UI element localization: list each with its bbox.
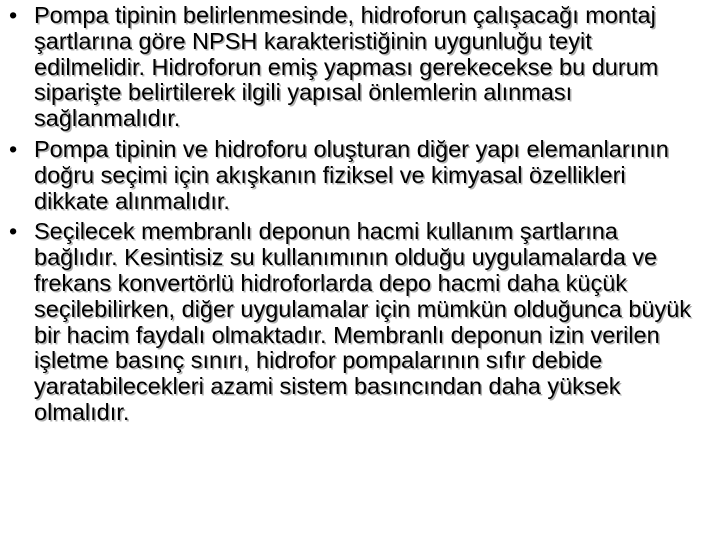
bullet-list [6, 3, 706, 426]
bullet-item-membrane-tank [6, 219, 706, 425]
bullet-marker: • [9, 135, 18, 162]
bullet-text: Pompa tipinin ve hidroforu oluşturan diğer yapı elemanlarının doğru seçimi için akışkanın fiziksel ve kimyasal özellikleri dikkate alınmalıdır. [34, 135, 669, 214]
bullet-item-fluid-properties [6, 137, 706, 214]
bullet-text: Seçilecek membranlı deponun hacmi kullanım şartlarına bağlıdır. Kesintisiz su kullanımının olduğu uygulamalarda ve frekans konvertörlü hidroforlarda depo hacmi daha küçük seçilebilirken, diğer uygulamalar için mümkün olduğunca büyük bir hacim faydalı olmaktadır. Membranlı deponun izin verilen işletme basınç sınırı, hidrofor pompalarının sıfır debide yaratabilecekleri azami sistem basıncından daha yüksek olmalıdır. [34, 218, 692, 425]
bullet-text: Pompa tipinin belirlenmesinde, hidroforun çalışacağı montaj şartlarına göre NPSH karakteristiğinin uygunluğu teyit edilmelidir. Hidroforun emiş yapması gerekecekse bu durum siparişte belirtilerek ilgili yapısal önlemlerin alınması sağlanmalıdır. [34, 2, 659, 132]
bullet-marker: • [9, 218, 18, 245]
bullet-item-npsh [6, 3, 706, 132]
bullet-marker: • [9, 2, 18, 28]
